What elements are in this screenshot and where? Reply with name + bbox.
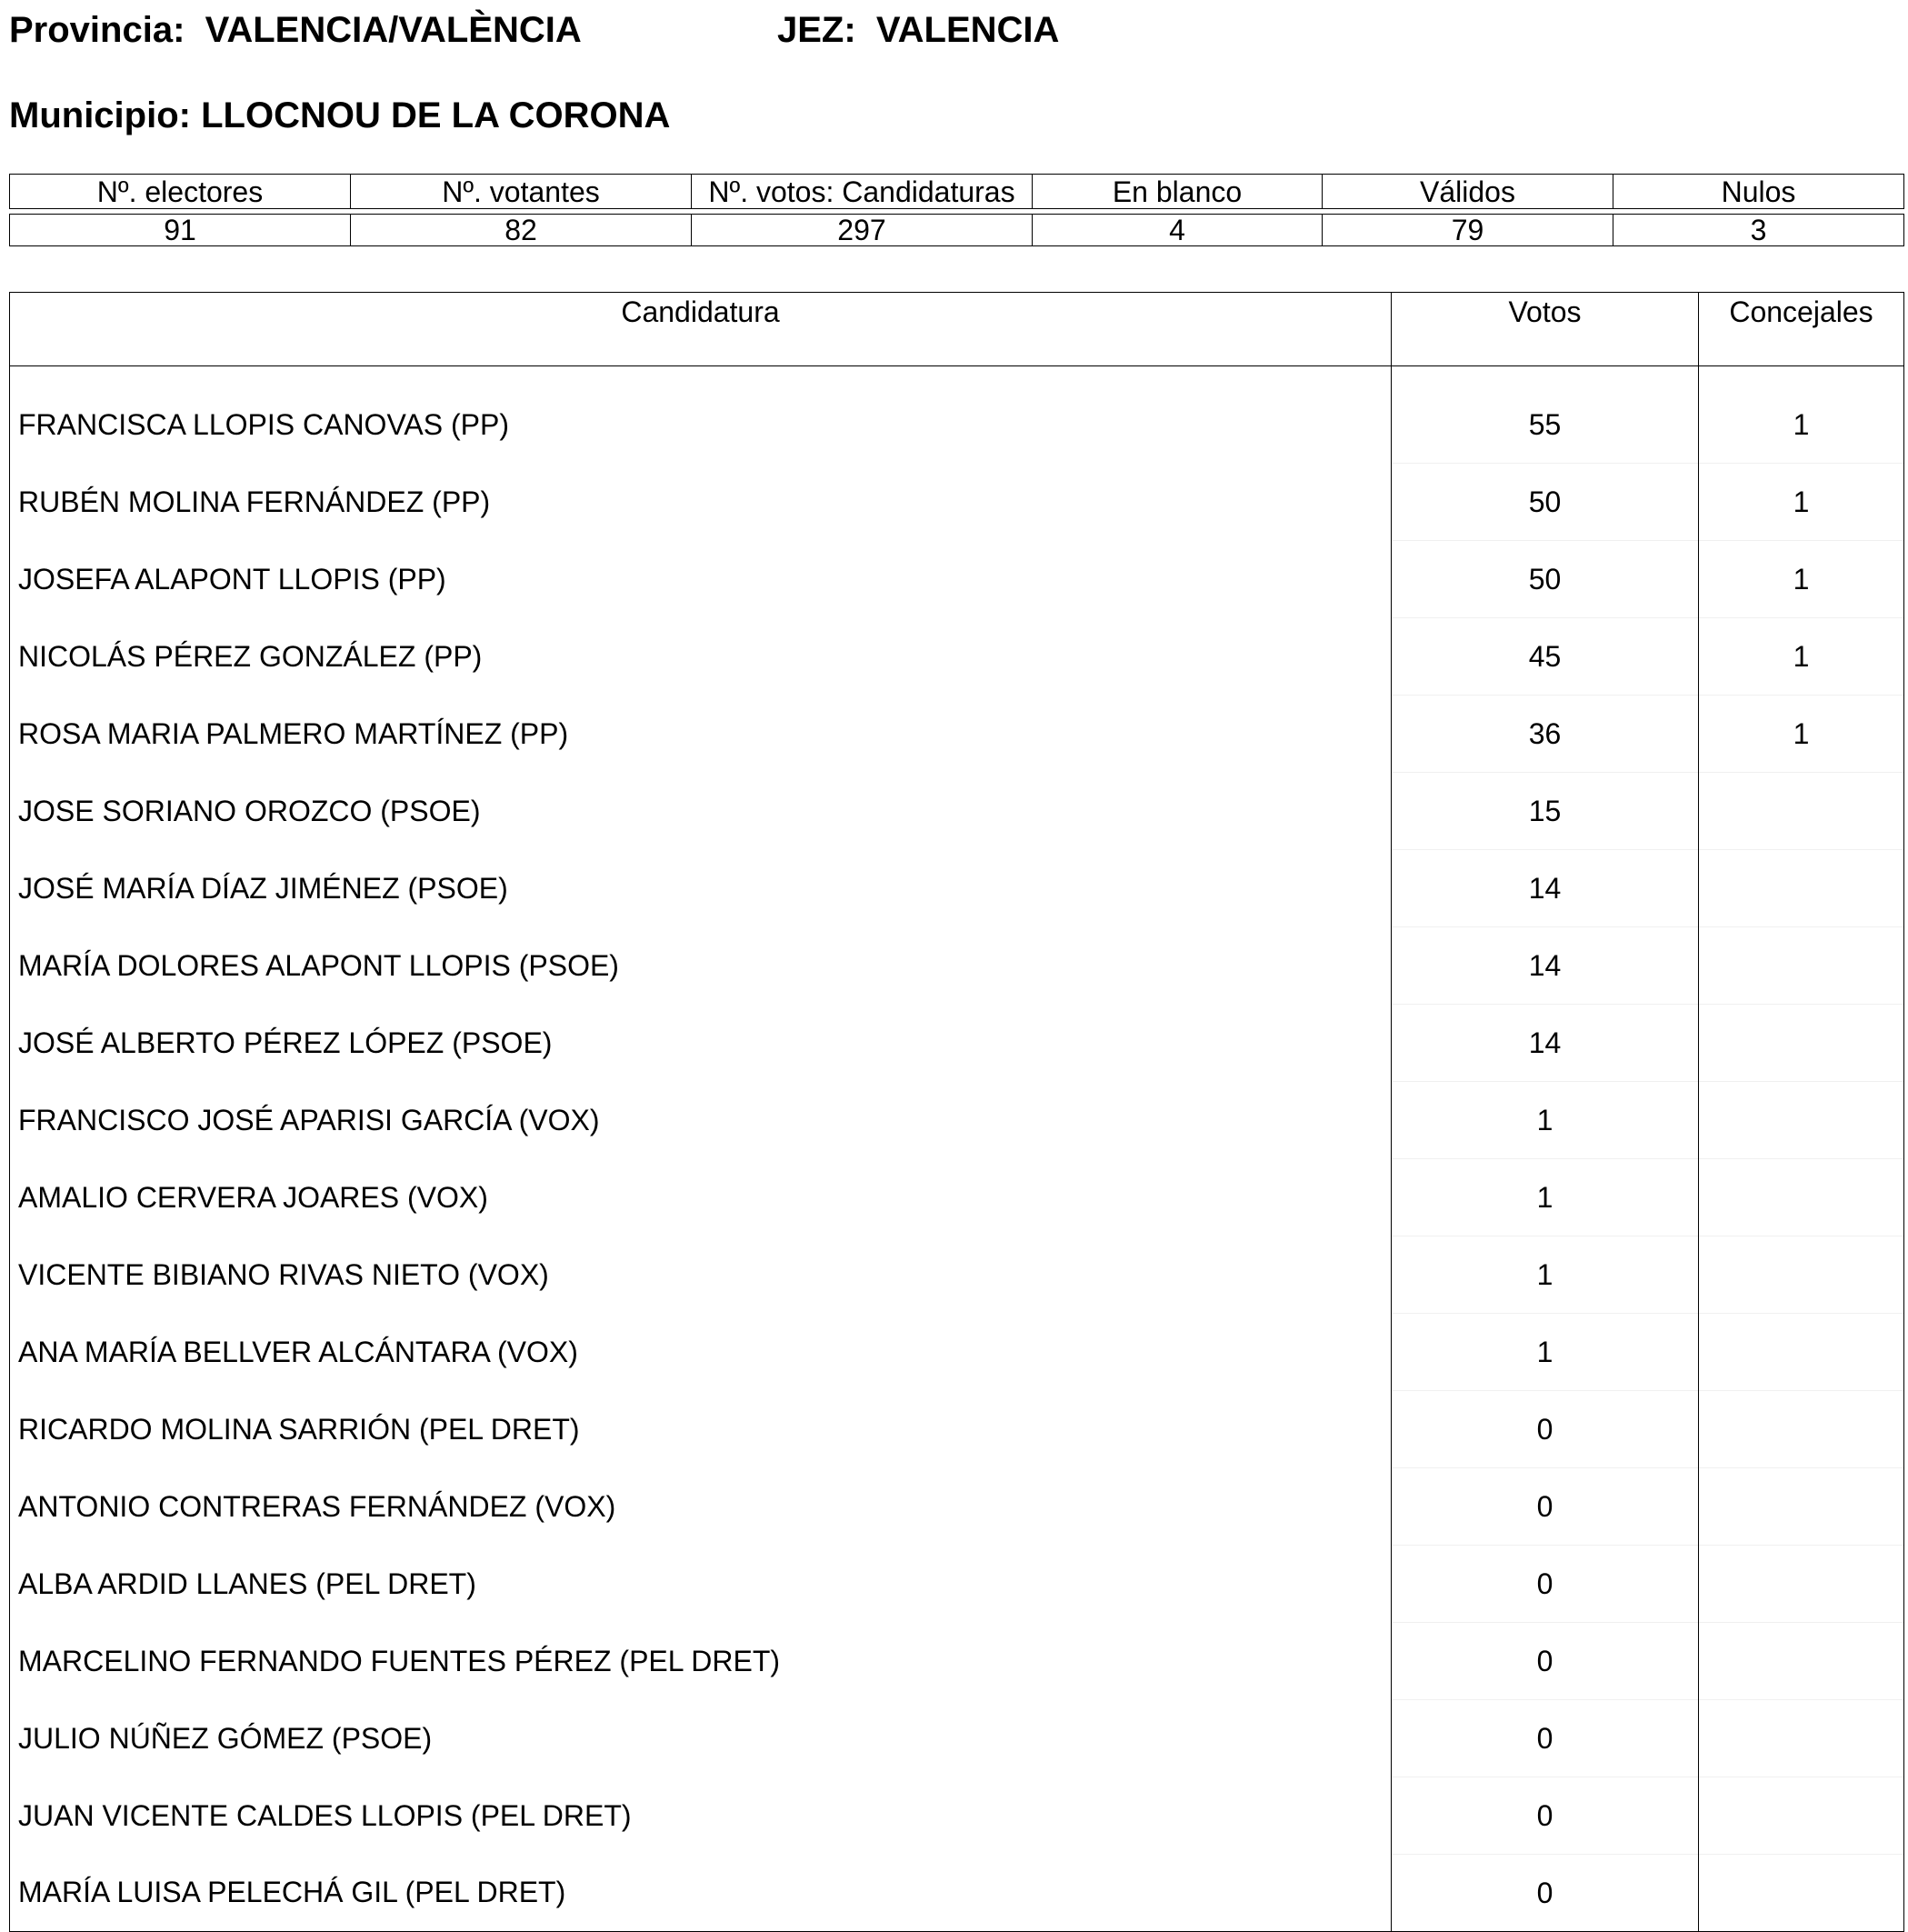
results-table — [9, 292, 1904, 1932]
candidate-votos: 1 — [1392, 1236, 1699, 1314]
summary-value-cell: 297 — [692, 215, 1033, 246]
candidate-concejales — [1699, 1700, 1904, 1777]
summary-header-cell: Nº. votantes — [351, 175, 692, 209]
candidate-name: NICOLÁS PÉREZ GONZÁLEZ (PP) — [10, 618, 1392, 696]
candidate-votos: 45 — [1392, 618, 1699, 696]
table-row — [10, 850, 1904, 927]
candidate-concejales — [1699, 1623, 1904, 1700]
summary-value-row — [10, 215, 1904, 246]
table-row — [10, 1236, 1904, 1314]
candidate-name: JOSÉ MARÍA DÍAZ JIMÉNEZ (PSOE) — [10, 850, 1392, 927]
candidate-name: JUAN VICENTE CALDES LLOPIS (PEL DRET) — [10, 1777, 1392, 1855]
candidate-name: JULIO NÚÑEZ GÓMEZ (PSOE) — [10, 1700, 1392, 1777]
candidate-concejales: 1 — [1699, 618, 1904, 696]
candidate-concejales — [1699, 1005, 1904, 1082]
candidate-name: ALBA ARDID LLANES (PEL DRET) — [10, 1546, 1392, 1623]
summary-header-row — [10, 175, 1904, 209]
table-row — [10, 618, 1904, 696]
provincia-label: Provincia: — [9, 10, 185, 50]
table-row — [10, 1314, 1904, 1391]
candidate-concejales — [1699, 927, 1904, 1005]
candidate-votos: 0 — [1392, 1391, 1699, 1468]
candidate-name: RICARDO MOLINA SARRIÓN (PEL DRET) — [10, 1391, 1392, 1468]
candidate-name: RUBÉN MOLINA FERNÁNDEZ (PP) — [10, 464, 1392, 541]
candidate-votos: 14 — [1392, 927, 1699, 1005]
municipio-value: LLOCNOU DE LA CORONA — [201, 95, 671, 135]
candidate-concejales — [1699, 1777, 1904, 1855]
table-row — [10, 1159, 1904, 1236]
table-row — [10, 541, 1904, 618]
candidate-votos: 15 — [1392, 773, 1699, 850]
candidate-concejales: 1 — [1699, 464, 1904, 541]
table-row — [10, 1391, 1904, 1468]
candidate-concejales: 1 — [1699, 386, 1904, 464]
candidate-votos: 50 — [1392, 541, 1699, 618]
candidate-votos: 1 — [1392, 1314, 1699, 1391]
jez-value: VALENCIA — [875, 10, 1060, 50]
summary-value-cell: 91 — [10, 215, 351, 246]
summary-header-cell: Nº. electores — [10, 175, 351, 209]
jez-heading — [777, 9, 1059, 51]
candidate-concejales — [1699, 1082, 1904, 1159]
concejales-header: Concejales — [1699, 293, 1904, 366]
summary-value-cell: 79 — [1323, 215, 1613, 246]
candidate-votos: 1 — [1392, 1082, 1699, 1159]
summary-header-cell: Nulos — [1613, 175, 1904, 209]
results-spacer — [10, 366, 1904, 387]
candidate-name: AMALIO CERVERA JOARES (VOX) — [10, 1159, 1392, 1236]
votos-header: Votos — [1392, 293, 1699, 366]
candidatura-header: Candidatura — [10, 293, 1392, 366]
table-row — [10, 696, 1904, 773]
candidate-concejales — [1699, 1546, 1904, 1623]
candidate-votos: 50 — [1392, 464, 1699, 541]
candidate-concejales — [1699, 850, 1904, 927]
candidate-concejales — [1699, 1468, 1904, 1546]
table-row — [10, 464, 1904, 541]
candidate-concejales — [1699, 1159, 1904, 1236]
municipio-heading — [9, 95, 670, 136]
candidate-name: ROSA MARIA PALMERO MARTÍNEZ (PP) — [10, 696, 1392, 773]
table-row — [10, 1082, 1904, 1159]
candidate-votos: 0 — [1392, 1700, 1699, 1777]
candidate-votos: 14 — [1392, 850, 1699, 927]
candidate-votos: 14 — [1392, 1005, 1699, 1082]
candidate-concejales: 1 — [1699, 541, 1904, 618]
table-row — [10, 386, 1904, 464]
candidate-concejales — [1699, 1855, 1904, 1932]
candidate-name: JOSEFA ALAPONT LLOPIS (PP) — [10, 541, 1392, 618]
municipio-label: Municipio: — [9, 95, 191, 135]
candidate-concejales — [1699, 1391, 1904, 1468]
candidate-name: MARÍA LUISA PELECHÁ GIL (PEL DRET) — [10, 1855, 1392, 1932]
provincia-heading — [9, 9, 582, 51]
table-row — [10, 773, 1904, 850]
summary-value-cell: 3 — [1613, 215, 1904, 246]
candidate-name: ANA MARÍA BELLVER ALCÁNTARA (VOX) — [10, 1314, 1392, 1391]
table-row — [10, 1546, 1904, 1623]
provincia-value: VALENCIA/VALÈNCIA — [205, 10, 582, 50]
table-row — [10, 1855, 1904, 1932]
candidate-concejales — [1699, 1236, 1904, 1314]
summary-value-cell: 4 — [1033, 215, 1323, 246]
summary-header-cell: Válidos — [1323, 175, 1613, 209]
candidate-name: ANTONIO CONTRERAS FERNÁNDEZ (VOX) — [10, 1468, 1392, 1546]
table-row — [10, 1005, 1904, 1082]
candidate-concejales: 1 — [1699, 696, 1904, 773]
table-row — [10, 1468, 1904, 1546]
table-row — [10, 1700, 1904, 1777]
table-row — [10, 1777, 1904, 1855]
candidate-votos: 0 — [1392, 1468, 1699, 1546]
summary-header-cell: En blanco — [1033, 175, 1323, 209]
candidate-name: JOSE SORIANO OROZCO (PSOE) — [10, 773, 1392, 850]
candidate-votos: 0 — [1392, 1546, 1699, 1623]
candidate-name: VICENTE BIBIANO RIVAS NIETO (VOX) — [10, 1236, 1392, 1314]
candidate-votos: 0 — [1392, 1855, 1699, 1932]
summary-value-cell: 82 — [351, 215, 692, 246]
candidate-votos: 55 — [1392, 386, 1699, 464]
candidate-votos: 0 — [1392, 1777, 1699, 1855]
candidate-name: MARCELINO FERNANDO FUENTES PÉREZ (PEL DRET) — [10, 1623, 1392, 1700]
candidate-votos: 0 — [1392, 1623, 1699, 1700]
candidate-concejales — [1699, 1314, 1904, 1391]
results-body — [10, 366, 1904, 1932]
candidate-name: JOSÉ ALBERTO PÉREZ LÓPEZ (PSOE) — [10, 1005, 1392, 1082]
summary-table — [9, 174, 1904, 246]
table-row — [10, 927, 1904, 1005]
candidate-name: MARÍA DOLORES ALAPONT LLOPIS (PSOE) — [10, 927, 1392, 1005]
candidate-concejales — [1699, 773, 1904, 850]
candidate-votos: 1 — [1392, 1159, 1699, 1236]
candidate-name: FRANCISCA LLOPIS CANOVAS (PP) — [10, 386, 1392, 464]
candidate-votos: 36 — [1392, 696, 1699, 773]
results-header-row — [10, 293, 1904, 366]
table-row — [10, 1623, 1904, 1700]
candidate-name: FRANCISCO JOSÉ APARISI GARCÍA (VOX) — [10, 1082, 1392, 1159]
jez-label: JEZ: — [777, 10, 856, 50]
summary-header-cell: Nº. votos: Candidaturas — [692, 175, 1033, 209]
